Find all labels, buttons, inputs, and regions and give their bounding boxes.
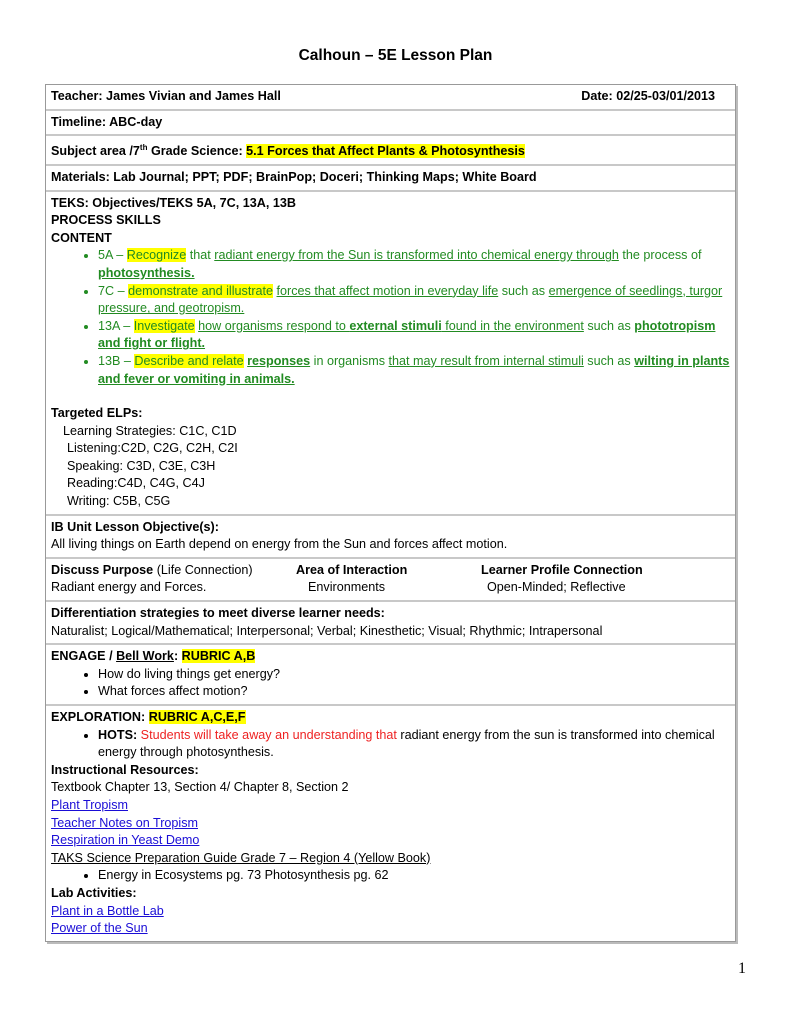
elps-heading: Targeted ELPs: [51,406,143,421]
sep: : [173,649,182,664]
seg: 5A – [98,248,127,263]
diff-heading: Differentiation strategies to meet diverse learner needs: [51,606,385,621]
elp-item: Writing: C5B, C5G [67,494,171,509]
link-respiration-yeast[interactable]: Respiration in Yeast Demo [51,833,200,848]
seg: emergence of seedlings, turgor pressure, and geotropism. [98,283,723,316]
engage-label: ENGAGE / [51,649,117,664]
seg: phototropism and fight or flight. [98,318,716,351]
teks-item-7c [98,283,730,318]
timeline-row: Timeline: ABC-day [46,111,735,137]
seg: Describe and relate [134,353,244,368]
teacher-label: Teacher: James Vivian and James Hall [51,89,281,103]
hots-item [98,727,730,762]
link-teacher-notes-tropism[interactable]: Teacher Notes on Tropism [51,815,198,830]
taks-list [51,867,730,885]
profile-value: Open-Minded; Reflective [487,580,626,595]
taks-guide: TAKS Science Preparation Guide Grade 7 – Region 4 (Yellow Book) [51,850,431,865]
ib-heading: IB Unit Lesson Objective(s): [51,519,219,534]
teacher-row [46,85,735,111]
seg: 13A – [98,318,134,333]
differentiation-row [46,602,735,645]
seg: external stimuli [349,318,442,333]
teks-item-13a [98,318,730,353]
elp-item: Listening:C2D, C2G, C2H, C2I [67,441,238,456]
bell-work-label: Bell Work [116,649,174,664]
subject-prefix: Subject area /7 [51,144,140,159]
subject-row [46,136,735,166]
engage-rubric: RUBRIC A,B [181,649,256,664]
subject-topic: 5.1 Forces that Affect Plants & Photosynthesis [246,144,525,159]
engage-item: • How do living things get energy? [98,666,730,684]
seg: that [186,248,215,263]
process-skills: PROCESS SKILLS [51,213,161,228]
subject-sup: th [139,143,148,153]
teks-heading: TEKS: Objectives/TEKS 5A, 7C, 13A, 13B [51,195,296,210]
elp-item: Speaking: C3D, C3E, C3H [67,458,216,473]
profile-heading: Learner Profile Connection [481,562,643,577]
date-label: Date: 02/25-03/01/2013 [581,89,715,103]
seg: such as [498,283,549,298]
lesson-plan-table [45,84,736,942]
link-plant-bottle-lab[interactable]: Plant in a Bottle Lab [51,903,164,918]
engage-row [46,645,735,706]
engage-heading [51,648,730,666]
hots-text: radiant energy from the sun is transformed into chemical energy through photosynthesis. [98,727,715,760]
hots-label: HOTS: [98,727,138,742]
teks-item-13b [98,353,730,388]
interaction-heading: Area of Interaction [296,562,408,577]
lab-heading: Lab Activities: [51,885,137,900]
seg: 7C – [98,283,129,298]
purpose-heading: Discuss Purpose [51,562,154,577]
exploration-rubric: RUBRIC A,C,E,F [148,710,246,724]
exploration-label: EXPLORATION: [51,710,149,724]
elp-item: Reading:C4D, C4G, C4J [67,476,205,491]
seg: such as [583,353,635,368]
engage-item: • What forces affect motion? [98,683,730,701]
ib-row [46,516,735,559]
textbook-ref: Textbook Chapter 13, Section 4/ Chapter 8, Section 2 [51,780,349,795]
subject-mid: Grade Science: [147,144,247,159]
ib-text: All living things on Earth depend on energy from the Sun and forces affect motion. [51,537,508,552]
seg: wilting in plants and fever or vomiting in animals. [98,353,730,386]
exploration-heading [51,709,730,727]
seg: in organisms [310,353,389,368]
content-heading: CONTENT [51,230,112,245]
elp-item: Learning Strategies: C1C, C1D [63,423,237,438]
purpose-h1 [51,562,296,580]
purpose-row [46,559,735,602]
seg: how organisms respond to [198,318,350,333]
seg: Investigate [133,318,195,333]
seg: the process of [618,248,702,263]
hots-red: Students will take away an understanding that [137,727,397,742]
page-title: Calhoun – 5E Lesson Plan [298,47,493,64]
seg: such as [583,318,635,333]
seg: that may result from internal stimuli [388,353,584,368]
diff-text: Naturalist; Logical/Mathematical; Interpersonal; Verbal; Kinesthetic; Visual; Rhythmic; Intrapersonal [51,623,603,638]
exploration-row [46,706,735,941]
seg: radiant energy from the Sun is transformed into chemical energy through [214,248,619,263]
seg: photosynthesis. [98,265,195,280]
taks-item: • Energy in Ecosystems pg. 73 Photosynthesis pg. 62 [98,867,730,885]
seg: found in the environment [441,318,584,333]
resources-heading: Instructional Resources: [51,762,199,777]
materials-row: Materials: Lab Journal; PPT; PDF; BrainPop; Doceri; Thinking Maps; White Board [46,166,735,192]
seg: forces that affect motion in everyday life [276,283,499,298]
seg: 13B – [98,353,135,368]
purpose-sub: (Life Connection) [153,562,253,577]
seg: demonstrate and illustrate [128,283,274,298]
hots-list [51,727,730,762]
page-number: 1 [738,960,746,977]
link-plant-tropism[interactable]: Plant Tropism [51,797,128,812]
seg: Recognize [126,248,187,263]
teks-item-5a [98,247,730,282]
teks-list [51,247,730,388]
link-power-of-sun[interactable]: Power of the Sun [51,921,148,936]
teks-row [46,192,735,516]
purpose-value: Radiant energy and Forces. [51,580,207,595]
engage-list [51,666,730,701]
interaction-value: Environments [308,580,385,595]
seg: responses [247,353,311,368]
